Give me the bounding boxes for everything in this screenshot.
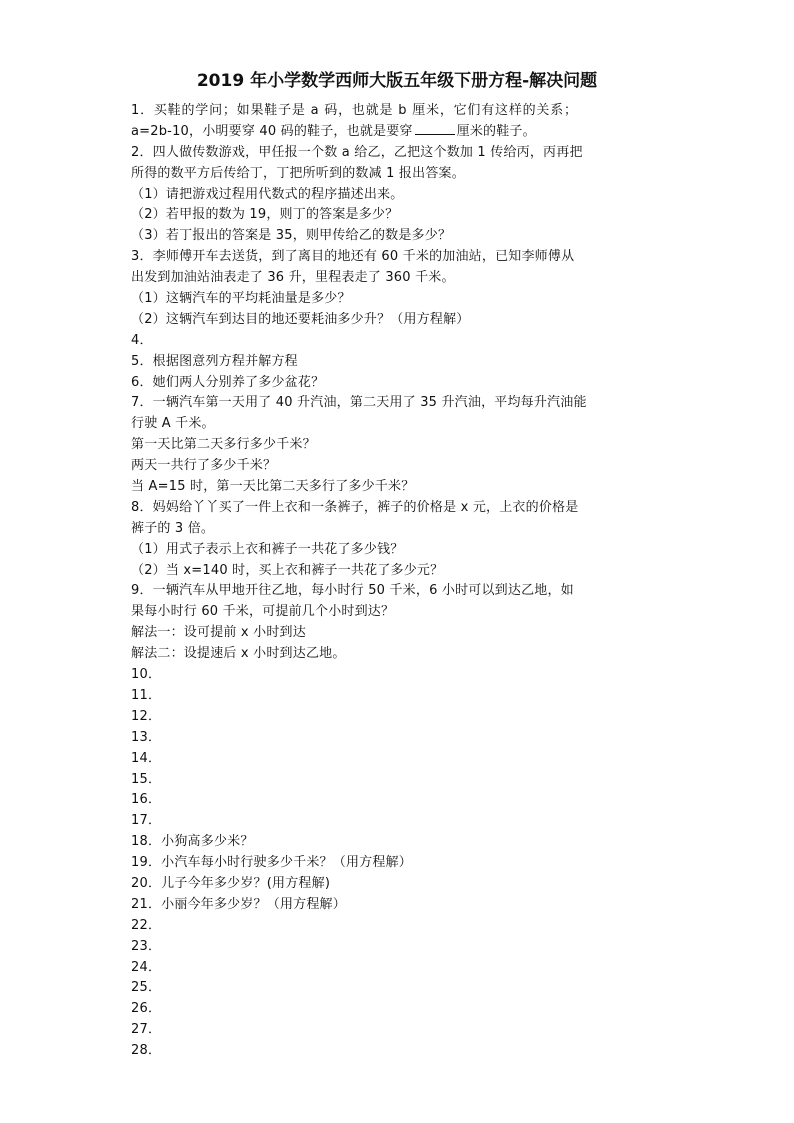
question-line: 12． — [131, 708, 162, 724]
question-line: 17． — [131, 813, 162, 829]
question-line: （3）若丁报出的答案是 35，则甲传给乙的数是多少？ — [131, 228, 452, 244]
question-line: 16． — [131, 792, 162, 808]
question-line: 果每小时行 60 千米，可提前几个小时到达？ — [131, 604, 395, 620]
question-line: 23． — [131, 938, 162, 954]
question-line: 6．她们两人分别养了多少盆花？ — [131, 374, 325, 390]
question-line: 18．小狗高多少米？ — [131, 834, 254, 850]
answer-blank — [415, 122, 455, 135]
question-line: 2．四人做传数游戏，甲任报一个数 a 给乙，乙把这个数加 1 传给丙，丙再把 — [131, 144, 583, 160]
question-line: 第一天比第二天多行多少千米？ — [131, 437, 316, 453]
question-line: 4． — [131, 332, 153, 348]
question-line: 24． — [131, 959, 162, 975]
question-text: a=2b-10，小明要穿 40 码的鞋子，也就是要穿 — [131, 123, 413, 139]
question-line: 19．小汽车每小时行驶多少千米？（用方程解） — [131, 855, 412, 871]
question-line: 11． — [131, 687, 162, 703]
question-line: 14． — [131, 750, 162, 766]
question-line: 当 A=15 时，第一天比第二天多行了多少千米？ — [131, 479, 415, 495]
question-line: 21．小丽今年多少岁？（用方程解） — [131, 896, 346, 912]
question-text: 厘米的鞋子。 — [456, 123, 536, 139]
question-line: 3．李师傅开车去送货，到了离目的地还有 60 千米的加油站，已知李师傅从 — [131, 249, 575, 265]
question-line: 10． — [131, 667, 162, 683]
question-line: 两天一共行了多少千米？ — [131, 458, 277, 474]
question-line: 5．根据图意列方程并解方程 — [131, 353, 298, 369]
question-line: 13． — [131, 729, 162, 745]
question-line: （2）这辆汽车到达目的地还要耗油多少升？（用方程解） — [131, 311, 470, 327]
question-line: 28． — [131, 1043, 162, 1059]
question-line: 裤子的 3 倍。 — [131, 520, 215, 536]
question-line: 26． — [131, 1001, 162, 1017]
question-line: 22． — [131, 917, 162, 933]
question-line: （1）这辆汽车的平均耗油量是多少？ — [131, 291, 351, 307]
question-line: 出发到加油站油表走了 36 升，里程表走了 360 千米。 — [131, 270, 455, 286]
question-lines — [131, 143, 671, 1062]
question-line: 20．儿子今年多少岁？(用方程解) — [131, 875, 331, 891]
question-line: 25． — [131, 980, 162, 996]
question-line: 解法一：设可提前 x 小时到达 — [131, 625, 306, 641]
question-line: 解法二：设提速后 x 小时到达乙地。 — [131, 646, 346, 662]
question-line: 1．买鞋的学问；如果鞋子是 a 码，也就是 b 厘米，它们有这样的关系； — [131, 103, 578, 118]
question-line: （2）当 x=140 时，买上衣和裤子一共花了多少元？ — [131, 562, 444, 578]
question-line: 27． — [131, 1022, 162, 1038]
question-line: 行驶 A 千米。 — [131, 416, 215, 432]
question-line — [131, 122, 671, 143]
question-line: （1）请把游戏过程用代数式的程序描述出来。 — [131, 186, 404, 202]
question-list — [131, 101, 671, 1062]
question-line: 15． — [131, 771, 162, 787]
question-line: （1）用式子表示上衣和裤子一共花了多少钱？ — [131, 541, 404, 557]
question-line: 所得的数平方后传给丁，丁把所听到的数减 1 报出答案。 — [131, 165, 465, 181]
question-line: 9．一辆汽车从甲地开往乙地，每小时行 50 千米，6 小时可以到达乙地，如 — [131, 583, 574, 599]
page-title: 2019 年小学数学西师大版五年级下册方程-解决问题 — [196, 71, 598, 91]
question-line: 8．妈妈给丫丫买了一件上衣和一条裤子，裤子的价格是 x 元，上衣的价格是 — [131, 499, 579, 515]
question-line: 7．一辆汽车第一天用了 40 升汽油，第二天用了 35 升汽油，平均每升汽油能 — [131, 395, 587, 411]
question-line: （2）若甲报的数为 19，则丁的答案是多少？ — [131, 207, 399, 223]
